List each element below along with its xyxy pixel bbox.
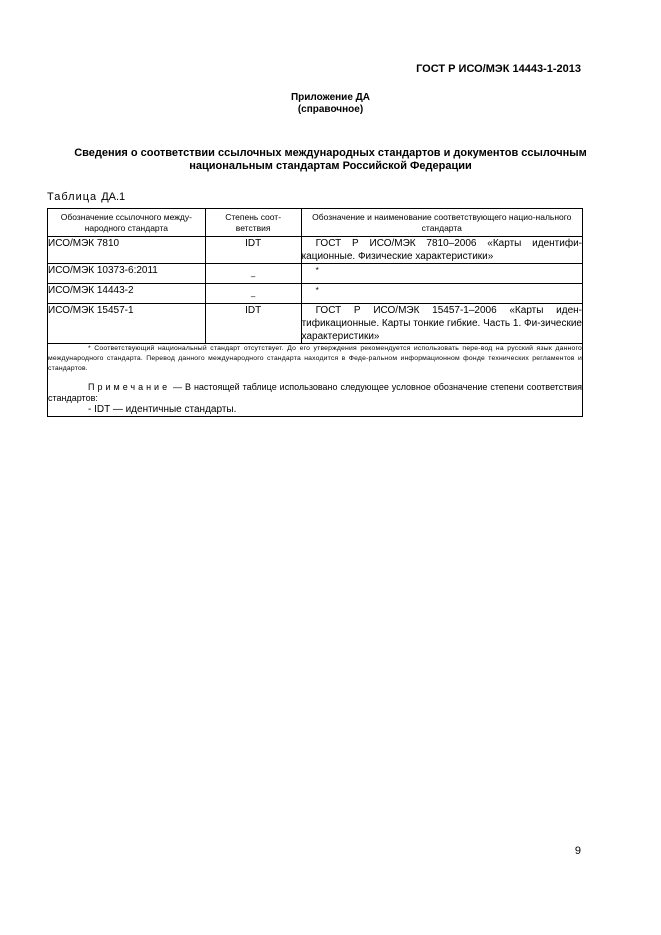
table-header-row <box>48 209 583 237</box>
appendix-title: Приложение ДА <box>290 92 371 103</box>
note-item: - IDT — идентичные стандарты. <box>88 404 237 415</box>
table-notes <box>48 344 583 417</box>
page-number: 9 <box>574 845 581 857</box>
header-degree: Степень соот-ветствия <box>205 209 301 237</box>
cell-code: ИСО/МЭК 10373-6:2011 <box>48 264 206 284</box>
cell-name: * <box>301 264 582 284</box>
cell-degree: – <box>205 264 301 284</box>
table-label-word: Таблица <box>47 191 98 203</box>
section-title <box>40 147 621 173</box>
table-footnote: * Соответствующий национальный стандарт отсутствует. До его утверждения рекомендуется использовать пере-вод на русский язык данного международного стандарта. Перевод данного международного стандарта находится в Феде-ральном информационном фонде технических регламентов и стандартов. <box>48 345 582 372</box>
cell-code: ИСО/МЭК 7810 <box>48 237 206 264</box>
cell-code: ИСО/МЭК 14443-2 <box>48 284 206 304</box>
cell-code: ИСО/МЭК 15457-1 <box>48 304 206 344</box>
table-label <box>47 191 125 203</box>
table-row <box>48 237 583 264</box>
appendix-subtitle: (справочное) <box>297 104 364 115</box>
cell-name: * <box>301 284 582 304</box>
cell-degree: IDT <box>205 237 301 264</box>
header-intl-standard: Обозначение ссылочного между-народного стандарта <box>48 209 206 237</box>
header-national-standard: Обозначение и наименование соответствующего нацио-нального стандарта <box>301 209 582 237</box>
table-notes-row <box>48 344 583 417</box>
cell-degree: – <box>205 284 301 304</box>
document-code: ГОСТ Р ИСО/МЭК 14443-1-2013 <box>416 63 581 75</box>
cell-name: ГОСТ Р ИСО/МЭК 7810–2006 «Карты идентифи-кационные. Физические характеристики» <box>301 238 582 262</box>
table-row <box>48 304 583 344</box>
cell-name: ГОСТ Р ИСО/МЭК 15457-1–2006 «Карты иден-тификационные. Карты тонкие гибкие. Часть 1. Фи-зические характеристики» <box>301 305 582 342</box>
table-note <box>48 382 582 404</box>
cell-degree: IDT <box>205 304 301 344</box>
standards-table <box>47 208 583 417</box>
table-row <box>48 284 583 304</box>
note-text: — В настоящей таблице использовано следующее условное обозначение степени соответствия стандартов: <box>48 382 582 403</box>
table-number: ДА.1 <box>101 191 126 203</box>
note-label: Примечание <box>88 382 171 392</box>
section-title-line2: национальным стандартам Российской Федерации <box>189 160 472 172</box>
table-row <box>48 264 583 284</box>
section-title-line1: Сведения о соответствии ссылочных международных стандартов и документов ссылочным <box>74 147 587 159</box>
